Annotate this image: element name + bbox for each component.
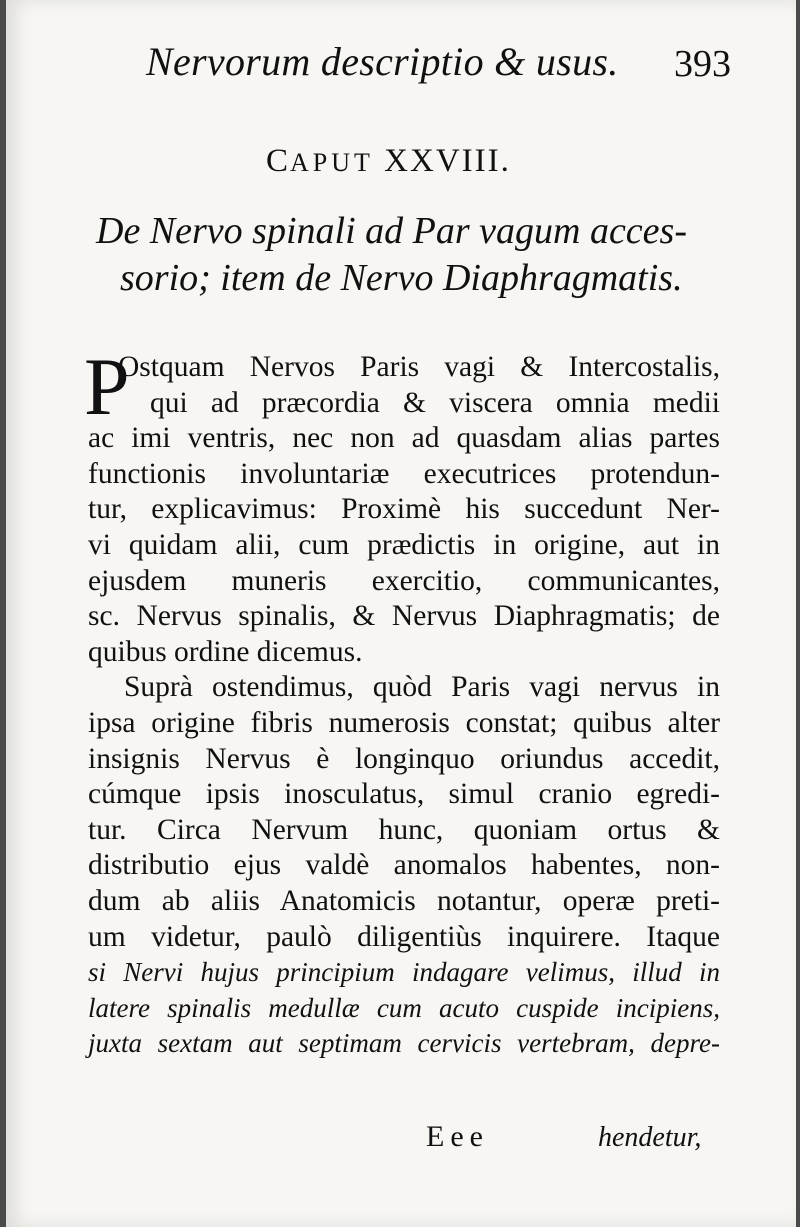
chapter-number: XXVIII.	[384, 143, 511, 179]
text-line: vi quidam alii, cum prædictis in origine, aut in	[88, 528, 720, 561]
chapter-heading	[266, 143, 511, 180]
text-line: functionis involuntariæ executrices protendun-	[88, 457, 720, 490]
page-header	[6, 38, 796, 94]
chapter-heading-smallcaps: APUT	[290, 148, 374, 177]
chapter-title-line: De Nervo spinali ad Par vagum acces-	[96, 210, 687, 252]
drop-cap: P	[84, 341, 130, 432]
text-line: tur, explicavimus: Proximè his succedunt Ner-	[88, 493, 720, 526]
text-line: qui ad præcordia & viscera omnia medii	[150, 386, 720, 419]
book-page	[6, 0, 796, 1227]
text-line: Ostquam Nervos Paris vagi & Intercostalis,	[118, 351, 720, 383]
signature-mark: Eee	[426, 1120, 489, 1153]
text-line: si Nervi hujus principium indagare velimus, illud in	[88, 957, 720, 988]
chapter-title	[96, 208, 736, 302]
page-number: 393	[674, 43, 731, 85]
text-line: Suprà ostendimus, quòd Paris vagi nervus in	[124, 671, 720, 704]
text-line: ejusdem muneris exercitio, communicantes,	[88, 564, 720, 597]
text-line: um videtur, paulò diligentiùs inquirere. Itaque	[88, 920, 720, 953]
text-line: quibus ordine dicemus.	[88, 635, 363, 668]
text-line: cúmque ipsis inosculatus, simul cranio egredi-	[88, 778, 720, 811]
body-text	[84, 341, 720, 1062]
text-line: latere spinalis medullæ cum acuto cuspide incipiens,	[88, 992, 720, 1023]
text-line: ipsa origine fibris numerosis constat; quibus alter	[88, 706, 720, 739]
chapter-title-line: sorio; item de Nervo Diaphragmatis.	[120, 257, 683, 299]
text-line: ac imi ventris, nec non ad quasdam alias partes	[88, 422, 720, 455]
chapter-heading-initial: C	[266, 143, 291, 179]
catchword: hendetur,	[598, 1122, 702, 1153]
text-line: tur. Circa Nervum hunc, quoniam ortus &	[88, 813, 720, 846]
page-footer	[6, 1120, 796, 1160]
text-line: dum ab aliis Anatomicis notantur, operæ preti-	[88, 884, 720, 917]
text-line: insignis Nervus è longinquo oriundus accedit,	[88, 742, 720, 775]
text-line: sc. Nervus spinalis, & Nervus Diaphragmatis; de	[88, 600, 720, 633]
text-line: juxta sextam aut septimam cervicis vertebram, depre-	[88, 1028, 720, 1059]
text-line: distributio ejus valdè anomalos habentes, non-	[88, 849, 720, 882]
running-head: Nervorum descriptio & usus.	[146, 39, 619, 84]
